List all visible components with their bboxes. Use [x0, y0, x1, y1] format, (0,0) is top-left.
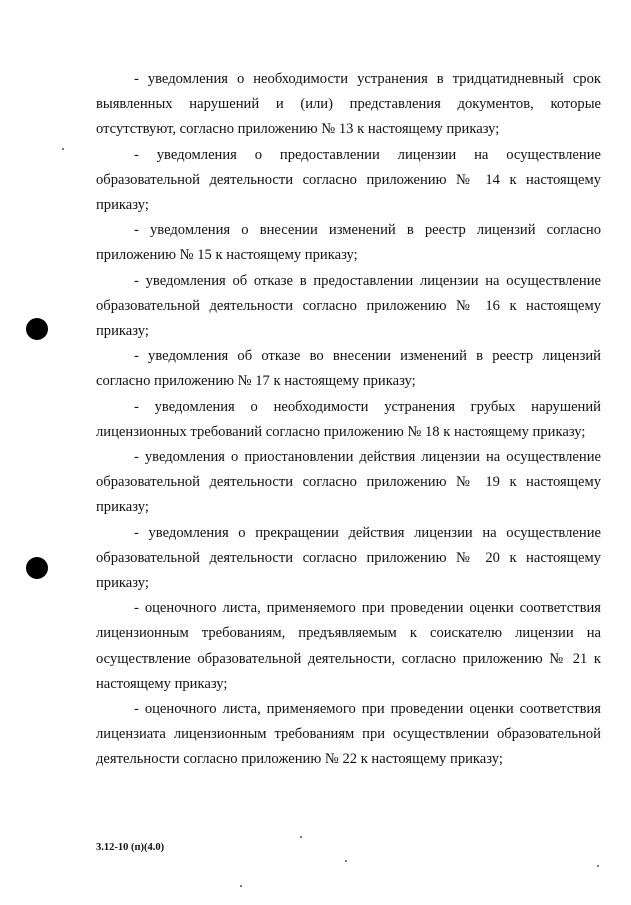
list-item: - уведомления о прекращении действия лицензии на осуществление образовательной деятельности согласно приложению № 20 к настоящему приказу; — [96, 524, 601, 592]
list-item: - уведомления об отказе в предоставлении лицензии на осуществление образовательной деятельности согласно приложению № 16 к настоящему приказу; — [96, 272, 601, 340]
scan-speck — [300, 836, 302, 838]
scan-speck — [597, 865, 599, 867]
punch-hole-top — [26, 318, 48, 340]
scan-speck — [240, 885, 242, 887]
list-item: - уведомления о приостановлении действия лицензии на осуществление образовательной деятельности согласно приложению № 19 к настоящему приказу; — [96, 449, 601, 516]
scan-speck — [62, 148, 64, 150]
list-item: - уведомления о предоставлении лицензии на осуществление образовательной деятельности согласно приложению № 14 к настоящему приказу; — [96, 146, 601, 214]
list-item: - уведомления о внесении изменений в реестр лицензий согласно приложению № 15 к настоящему приказу; — [96, 222, 601, 264]
list-item: - оценочного листа, применяемого при проведении оценки соответствия лицензионным требованиям, предъявляемым к соискателю лицензии на осуществление образовательной деятельности, согласно приложению № 21 к настоящему приказу; — [96, 600, 601, 692]
document-body — [96, 67, 601, 773]
punch-hole-bottom — [26, 557, 48, 579]
list-item: - оценочного листа, применяемого при проведении оценки соответствия лицензиата лицензионным требованиям при осуществлении образовательной деятельности согласно приложению № 22 к настоящему приказу; — [96, 701, 601, 768]
document-code: 3.12-10 (п)(4.0) — [96, 842, 165, 853]
scan-speck — [345, 860, 347, 862]
list-item: - уведомления о необходимости устранения грубых нарушений лицензионных требований согласно приложению № 18 к настоящему приказу; — [96, 398, 601, 440]
list-item: - уведомления об отказе во внесении изменений в реестр лицензий согласно приложению № 17 к настоящему приказу; — [96, 348, 601, 390]
list-item: - уведомления о необходимости устранения в тридцатидневный срок выявленных нарушений и (или) представления документов, которые отсутствуют, согласно приложению № 13 к настоящему приказу; — [96, 71, 601, 138]
